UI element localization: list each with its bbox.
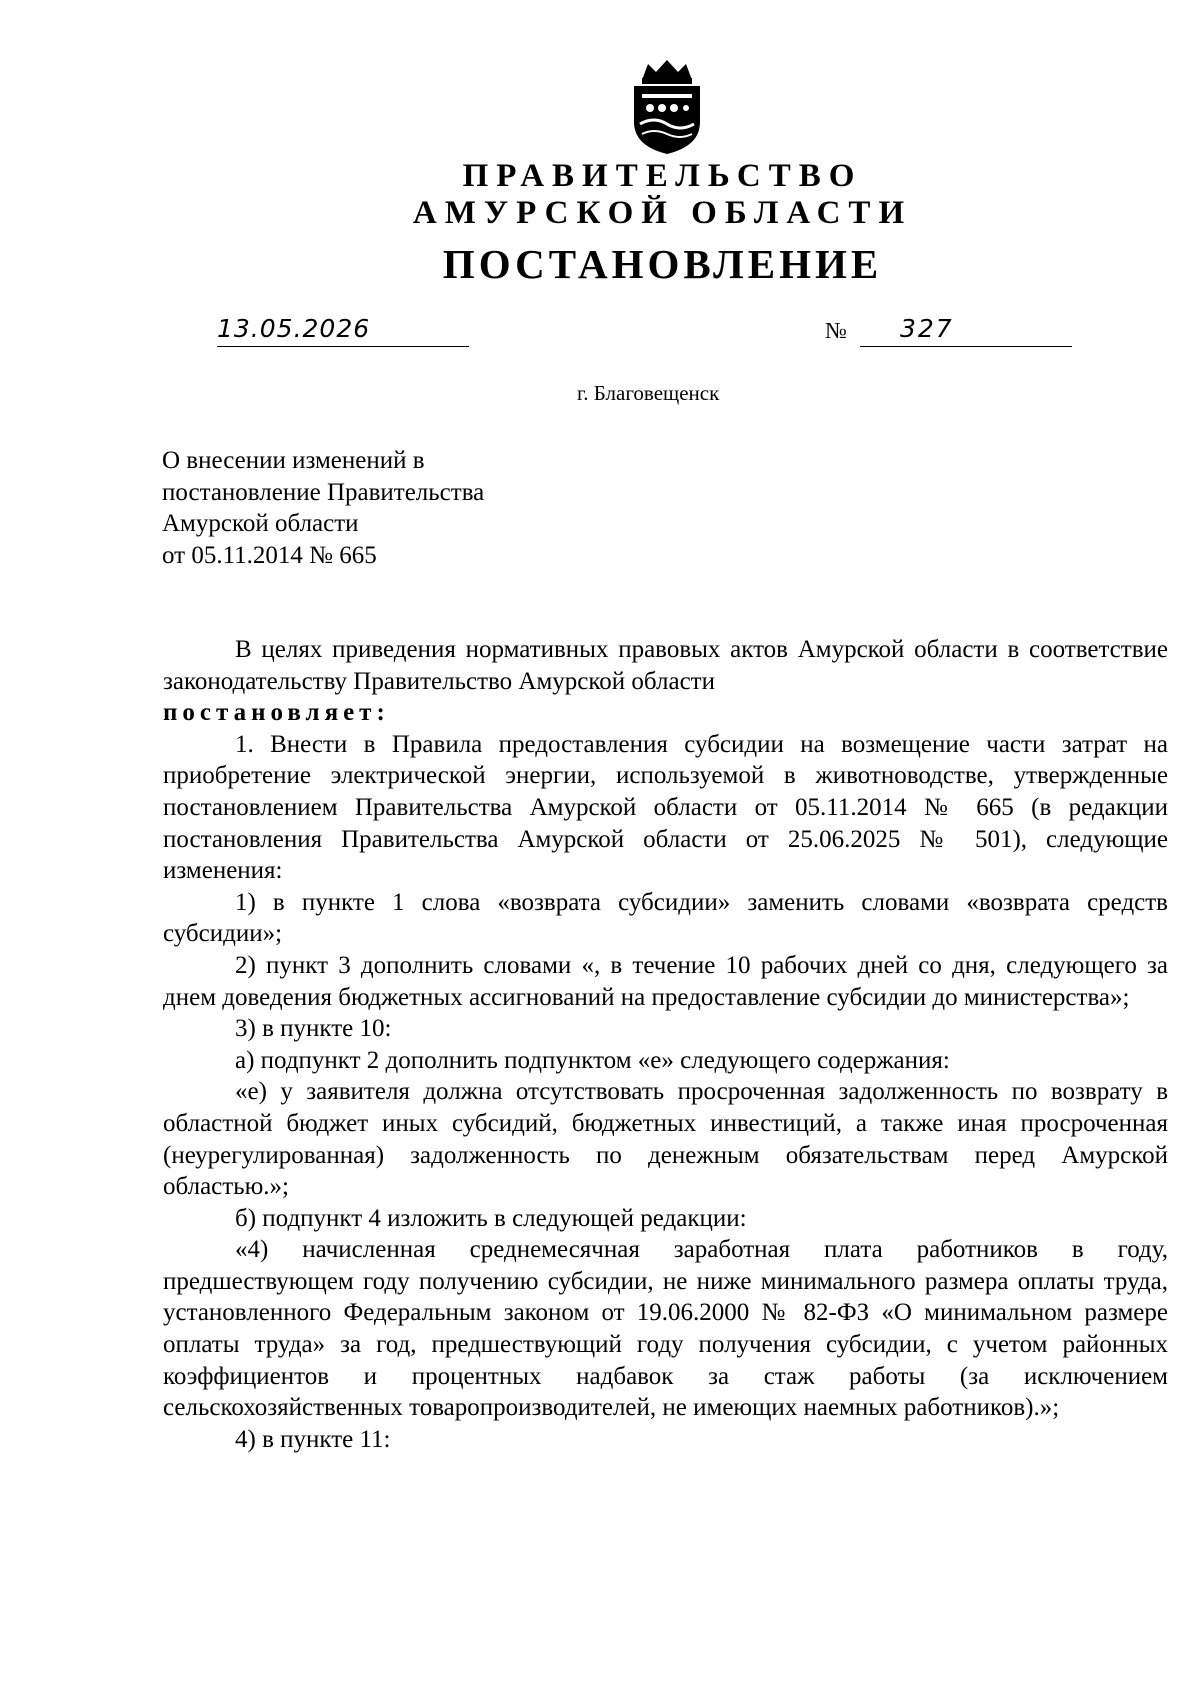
decree-word: постановляет: [163,699,390,727]
subitem-3b-paragraph: б) подпункт 4 изложить в следующей редакции: [235,1204,747,1232]
subitem-1-paragraph: 1) в пункте 1 слова «возврата субсидии» заменить словами «возврата средств субсидии»; [163,888,1168,948]
date-field [217,312,469,347]
date-value: 13.05.2026 [217,314,371,343]
number-field [860,312,1072,347]
subitem-3-paragraph: 3) в пункте 10: [235,1015,392,1043]
subitem-4-paragraph: 4) в пункте 11: [235,1425,391,1453]
subitem-2-paragraph: 2) пункт 3 дополнить словами «, в течение 10 рабочих дней со дня, следующего за днем доведения бюджетных ассигнований на предоставление субсидии до министерства»; [163,951,1168,1011]
subitem-3b-text-paragraph: «4) начисленная среднемесячная заработная плата работников в году, предшествующем году получению субсидии, не ниже минимального размера оплаты труда, установленного Федеральным законом от 19.06.2000 № 82-ФЗ «О минимальном размере оплаты труда» за год, предшествующий году получения субсидии, с учетом районных коэффициентов и процентных надбавок за стаж работы (за исключением сельскохозяйственных товаропроизводителей, не имеющих наемных работников).»; [163,1236,1168,1422]
org-name-line-2: АМУРСКОЙ ОБЛАСТИ [412,195,913,231]
subitem-3a-text-paragraph: «е) у заявителя должна отсутствовать просроченная задолженность по возврату в областной бюджет иных субсидий, бюджетных инвестиций, а также иная просроченная (неурегулированная) задолженность по денежным обязательствам перед Амурской областью.»; [163,1078,1168,1201]
document-subject [162,445,484,571]
subject-line: от 05.11.2014 № 665 [162,541,377,569]
document-type-title: ПОСТАНОВЛЕНИЕ [442,241,883,287]
item-1-paragraph: 1. Внести в Правила предоставления субсидии на возмещение части затрат на приобретение электрической энергии, используемой в животноводстве, утвержденные постановлением Правительства Амурской области от 05.11.2014 № 665 (в редакции постановления Правительства Амурской области от 25.06.2025 № 501), следующие изменения: [163,730,1168,885]
document-body [163,634,1168,1455]
subject-line: Амурской области [162,510,359,537]
subject-line: О внесении изменений в [162,447,425,474]
coat-of-arms-icon [628,58,706,156]
city-name: г. Благовещенск [577,381,720,405]
preamble-paragraph: В целях приведения нормативных правовых актов Амурской области в соответствие законодательству Правительство Амурской области [163,636,1168,695]
org-name-line-1: ПРАВИТЕЛЬСТВО [462,158,863,194]
number-value: 327 [900,314,954,343]
subject-line: постановление Правительства [162,478,485,506]
subitem-3a-paragraph: а) подпункт 2 дополнить подпунктом «е» следующего содержания: [235,1046,950,1074]
number-sign: № [825,318,847,343]
